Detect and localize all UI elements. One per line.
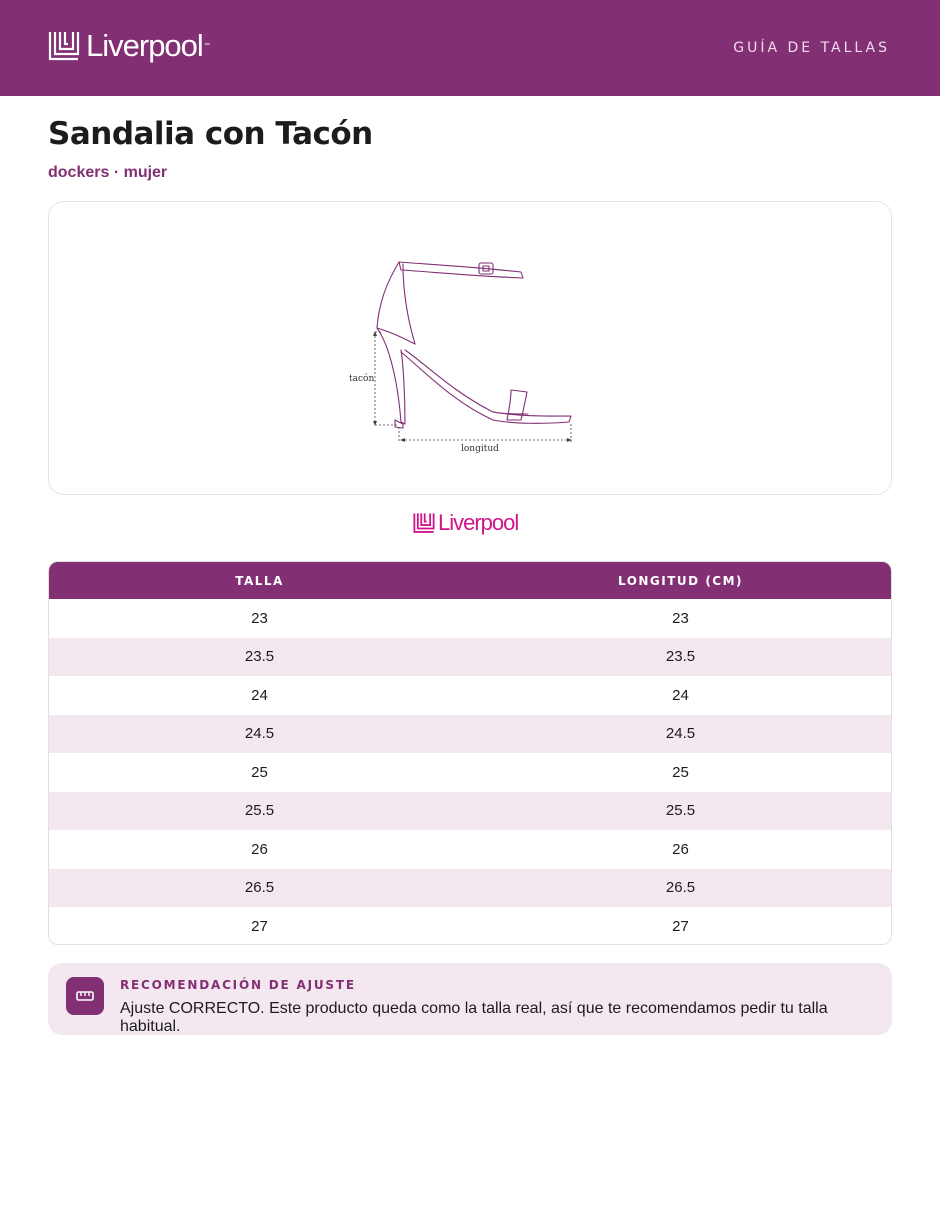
cell-talla: 24.5: [244, 725, 275, 743]
table-header: [49, 562, 891, 599]
table-row: [49, 599, 891, 638]
table-row: [49, 830, 891, 869]
table-row: [49, 676, 891, 715]
product-subtitle: dockers · mujer: [48, 164, 168, 181]
fit-recommendation: [48, 963, 892, 1035]
cell-longitud: 27: [672, 917, 689, 935]
table-row: [49, 753, 891, 792]
cell-longitud: 23: [672, 609, 689, 627]
table-body: [49, 599, 891, 945]
size-diagram-card: [48, 201, 892, 495]
cell-talla: 26: [251, 840, 268, 858]
cell-talla: 27: [251, 917, 268, 935]
table-row: [49, 715, 891, 754]
cell-talla: 26.5: [244, 879, 275, 897]
cell-longitud: 24.5: [665, 725, 696, 743]
cell-longitud: 25: [672, 763, 689, 781]
brand-wordmark: Liverpool: [86, 28, 203, 63]
cell-talla: 23: [251, 609, 268, 627]
cell-longitud: 26: [672, 840, 689, 858]
table-row: [49, 638, 891, 677]
sole: [401, 350, 571, 423]
table-row: [49, 869, 891, 908]
ruler-icon: [66, 977, 104, 1015]
liverpool-logo-mark-icon: [48, 31, 80, 61]
cell-talla: 23.5: [244, 648, 275, 666]
cell-longitud: 26.5: [665, 879, 696, 897]
trademark-mark: ™: [203, 42, 210, 49]
section-label: GUÍA DE TALLAS: [733, 40, 890, 56]
ankle-strap: [399, 262, 523, 278]
cell-talla: 24: [251, 686, 268, 704]
heel-counter: [377, 262, 415, 344]
secondary-brand-wordmark: Liverpool: [438, 510, 519, 535]
table-row: [49, 792, 891, 831]
recommendation-text: Ajuste CORRECTO. Este producto queda como la talla real, así que te recomendamos pedir tu talla habitual.: [120, 1000, 828, 1035]
heel-stiletto: [377, 328, 405, 424]
heel-label: tacón: [349, 374, 375, 384]
column-header-talla: TALLA: [235, 573, 284, 588]
heeled-sandal-diagram: [343, 252, 583, 462]
cell-longitud: 25.5: [665, 802, 696, 820]
secondary-brand-logo: [413, 512, 518, 534]
column-header-longitud: LONGITUD (CM): [617, 573, 744, 588]
cell-longitud: 23.5: [665, 648, 696, 666]
size-table: [48, 561, 892, 945]
cell-talla: 25: [251, 763, 268, 781]
brand-logo[interactable]: [48, 30, 210, 61]
table-row: [49, 907, 891, 945]
liverpool-logo-mark-small-icon: [413, 512, 435, 534]
page-header: [0, 0, 940, 96]
page-title: Sandalia con Tacón: [48, 116, 373, 152]
cell-longitud: 24: [672, 686, 689, 704]
cell-talla: 25.5: [244, 802, 275, 820]
length-label: longitud: [461, 444, 499, 454]
recommendation-title: RECOMENDACIÓN DE AJUSTE: [120, 978, 356, 992]
